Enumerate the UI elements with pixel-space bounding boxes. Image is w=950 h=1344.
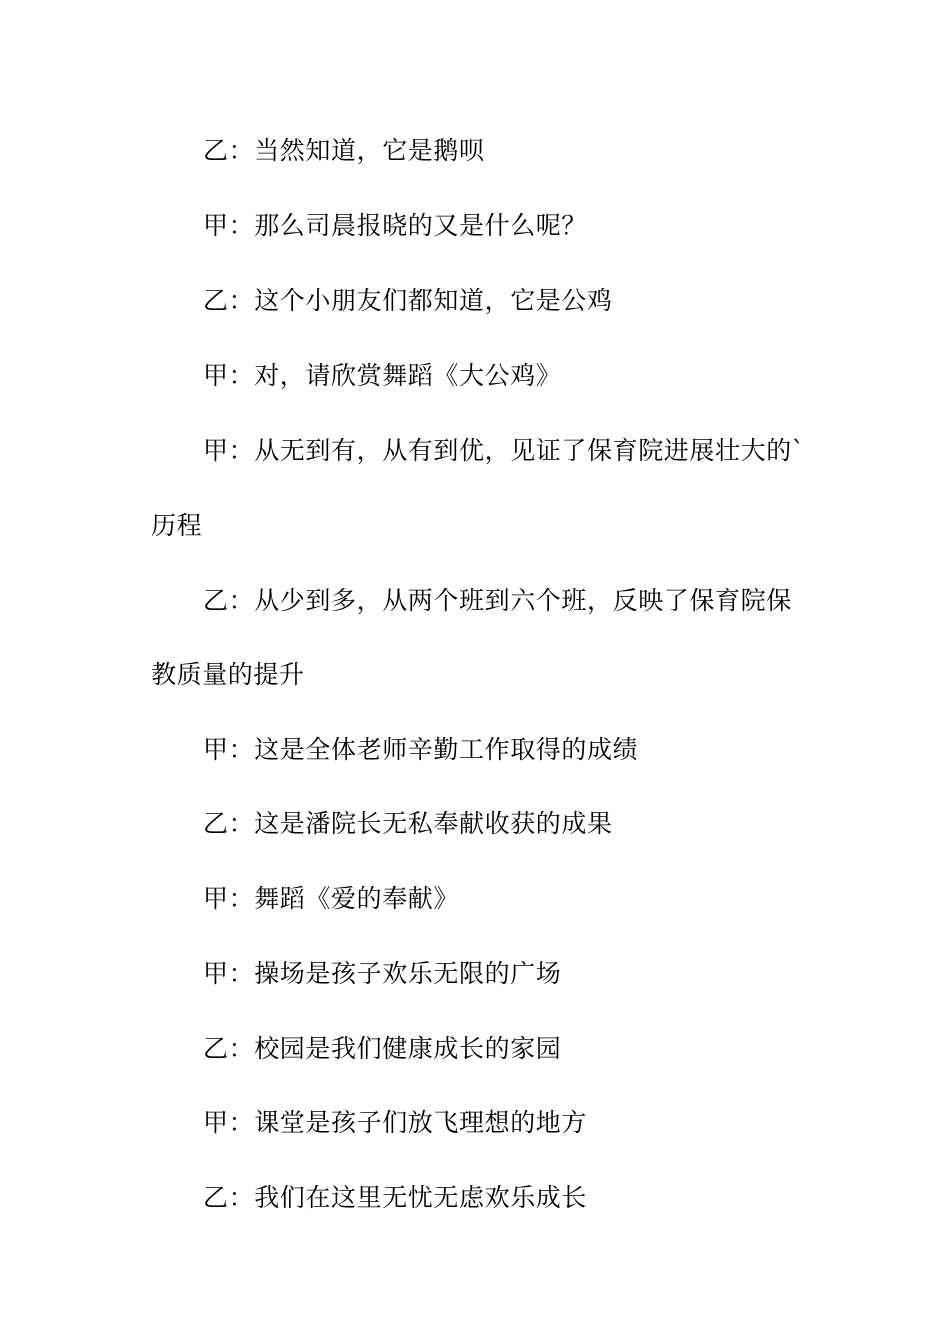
dialogue-line-continuation: 历程: [151, 511, 203, 540]
dialogue-line: 乙：从少到多，从两个班到六个班，反映了保育院保: [203, 586, 792, 615]
dialogue-line-continuation: 教质量的提升: [151, 660, 305, 689]
dialogue-line: 乙：这个小朋友们都知道，它是公鸡: [203, 286, 613, 315]
dialogue-line: 甲：这是全体老师辛勤工作取得的成绩: [203, 735, 639, 764]
dialogue-line: 乙：校园是我们健康成长的家园: [203, 1034, 562, 1063]
dialogue-line: 乙：这是潘院长无私奉献收获的成果: [203, 809, 613, 838]
dialogue-line: 甲：从无到有，从有到优，见证了保育院进展壮大的`: [203, 436, 805, 465]
dialogue-line: 甲：对，请欣赏舞蹈《大公鸡》: [203, 361, 562, 390]
dialogue-line: 甲：操场是孩子欢乐无限的广场: [203, 959, 562, 988]
dialogue-line: 甲：舞蹈《爱的奉献》: [203, 884, 460, 913]
dialogue-line: 甲：课堂是孩子们放飞理想的地方: [203, 1108, 588, 1137]
dialogue-line: 乙：当然知道，它是鹅呗: [203, 136, 485, 165]
dialogue-line: 甲：那么司晨报晓的又是什么呢？: [203, 211, 588, 240]
dialogue-line: 乙：我们在这里无忧无虑欢乐成长: [203, 1183, 588, 1212]
